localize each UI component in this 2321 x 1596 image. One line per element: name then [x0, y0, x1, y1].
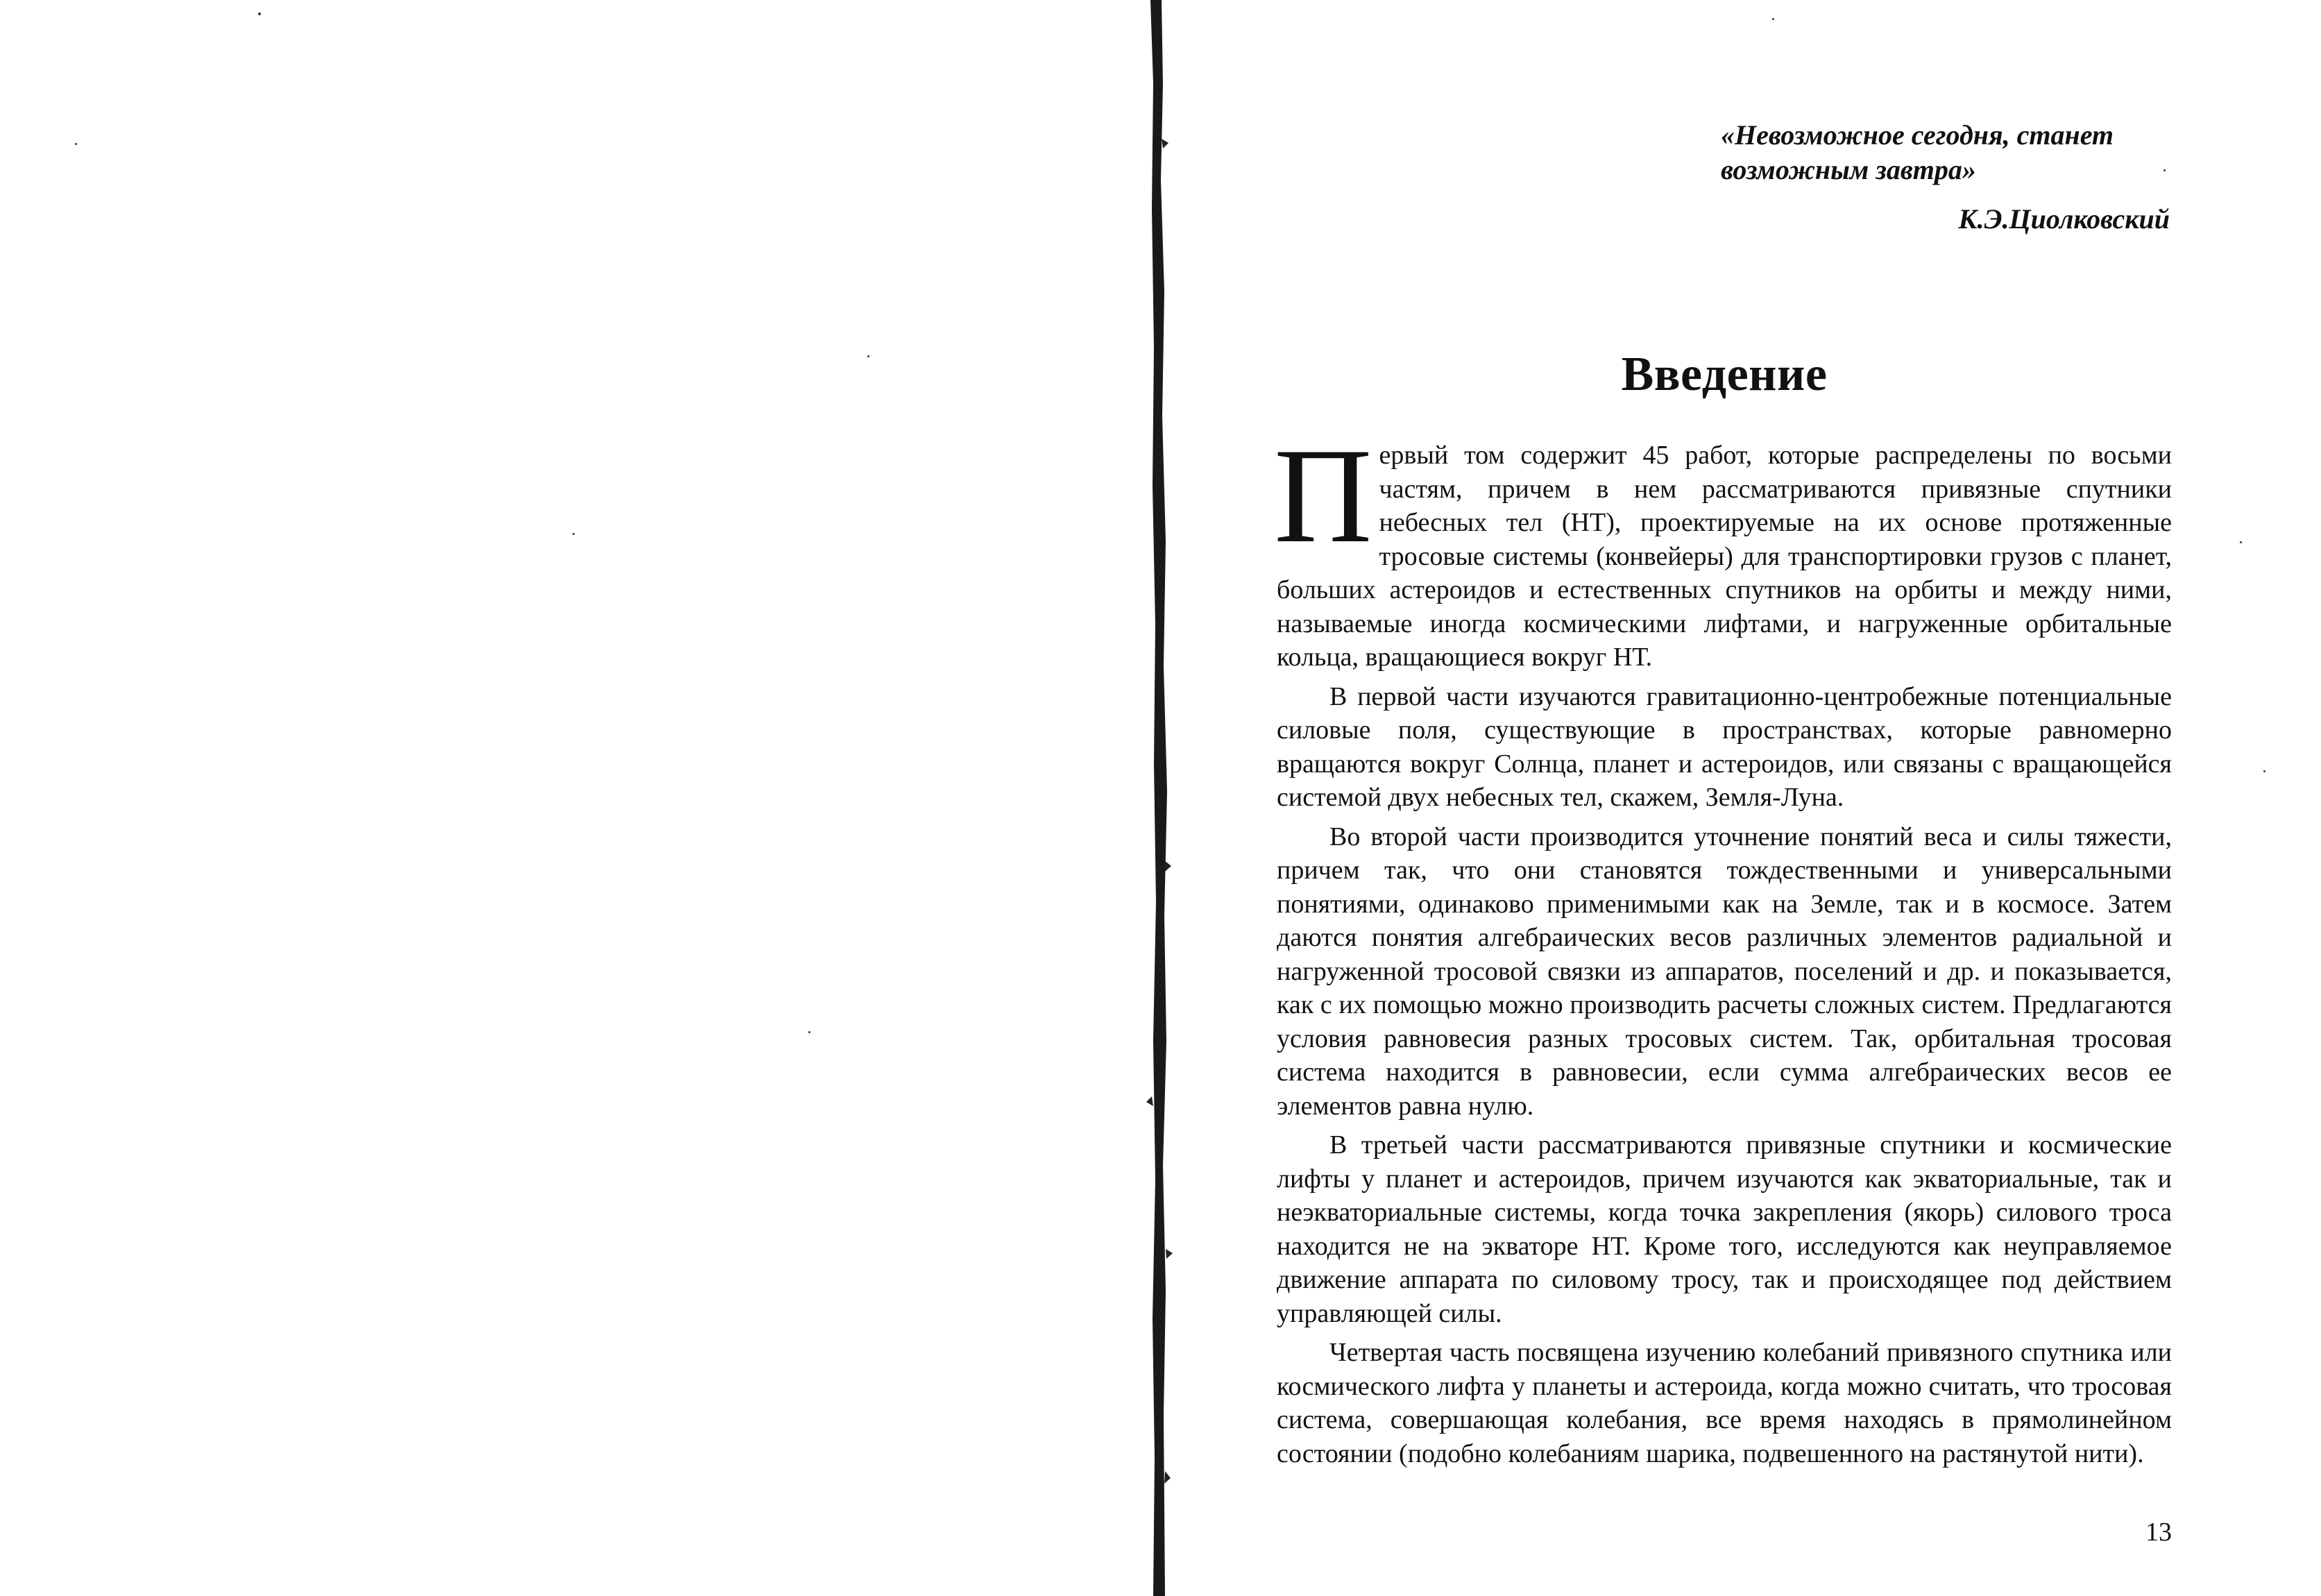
epigraph-quote: «Невозможное сегодня, станет возможным завтра»	[1721, 119, 2114, 185]
scan-speck	[75, 143, 77, 145]
paragraph-5: Четвертая часть посвящена изучению колебаний привязного спутника или космического лифта у планеты и астероида, когда можно считать, что тросовая система, совершающая колебания, все время находясь в прямолинейном состоянии (подобно колебаниям шарика, подвешенного на растянутой нити).	[1277, 1338, 2172, 1468]
scan-speck	[2263, 770, 2265, 772]
scan-speck	[2240, 541, 2242, 543]
body-text	[1274, 421, 2172, 1476]
epigraph-author: К.Э.Циолковский	[1958, 203, 2170, 235]
paragraph-2: В первой части изучаются гравитационно-центробежные потенциальные силовые поля, существующие в пространствах, которые равномерно вращаются вокруг Солнца, планет и астероидов, или связаны с вращающейся системой двух небесных тел, скажем, Земля-Луна.	[1277, 681, 2172, 812]
scan-speck	[867, 355, 869, 357]
drop-cap: П	[1274, 421, 1372, 571]
paragraph-1-text: ервый том содержит 45 работ, которые распределены по восьми частям, причем в нем рассматриваются привязные спутники небесных тел (НТ), проектируемые на их основе протяженные тросовые системы (конвейеры) для транспортировки грузов с планет, больших астероидов и естественных спутников на орбиты и между ними, называемые иногда космическими лифтами, и нагруженные орбитальные кольца, вращающиеся вокруг НТ.	[1277, 441, 2172, 672]
page-number: 13	[2145, 1518, 2172, 1547]
left-page-blank	[0, 0, 1145, 1596]
scan-speck	[572, 533, 575, 535]
paragraph-3: Во второй части производится уточнение понятий веса и силы тяжести, причем так, что они становятся тождественными и универсальными понятиями, одинаково применимыми как на Земле, так и в космосе. Затем даются понятия алгебраических весов различных элементов радиальной и нагруженной тросовой связки из аппаратов, поселений и др. и показывается, как с их помощью можно производить расчеты сложных систем. Предлагаются условия равновесия разных тросовых систем. Так, орбитальная тросовая система находится в равновесии, если сумма алгебраических весов ее элементов равна нулю.	[1277, 822, 2172, 1121]
paragraph-4: В третьей части рассматриваются привязные спутники и космические лифты у планет и астероидов, причем изучаются как экваториальные, так и неэкваториальные системы, когда точка закрепления (якорь) силового троса находится не на экваторе НТ. Кроме того, исследуются как неуправляемое движение аппарата по силовому тросу, так и происходящее под действием управляющей силы.	[1277, 1130, 2172, 1328]
scan-speck	[808, 1031, 810, 1033]
scan-speck	[258, 12, 261, 15]
book-spine-shadow	[1138, 0, 1180, 1596]
chapter-title: Введение	[1621, 348, 1828, 401]
paragraph-1	[1274, 421, 2172, 674]
scan-speck	[1772, 18, 1774, 20]
